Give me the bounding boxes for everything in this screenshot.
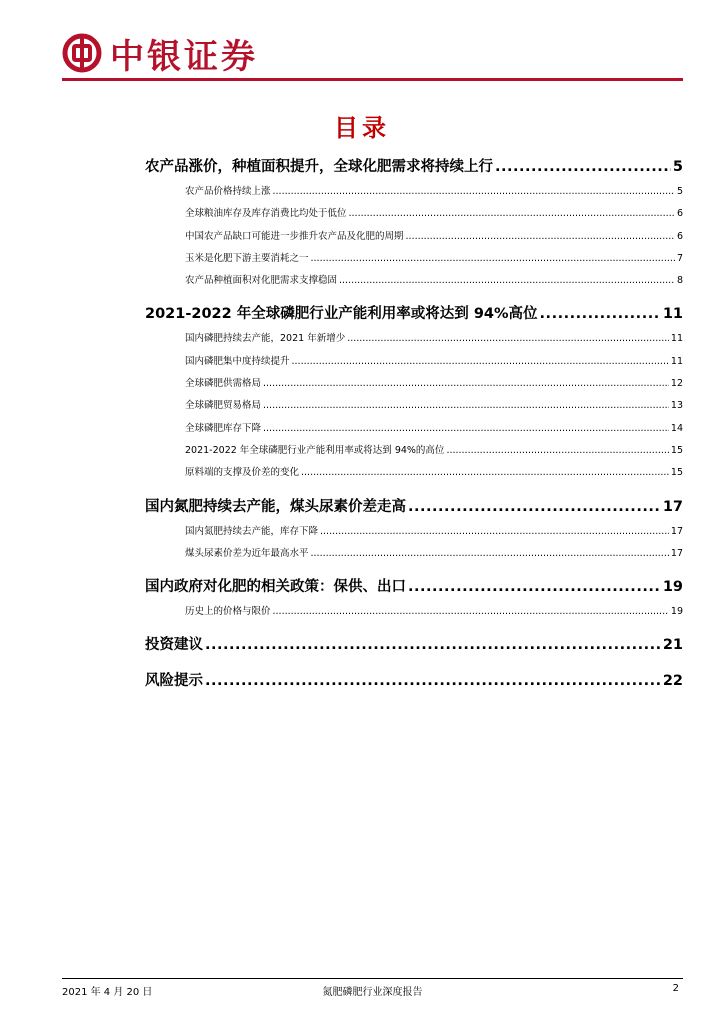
toc-page-number: 22 [662, 673, 683, 690]
toc-subsection-entry[interactable] [145, 248, 683, 270]
toc-entry-title: 国内政府对化肥的相关政策：保供、出口 [145, 579, 406, 596]
toc-page-number: 11 [662, 306, 683, 323]
toc-entry-title: 国内磷肥集中度持续提升 [185, 355, 290, 367]
brand-name: 中银证券 [110, 36, 258, 77]
toc-page-number: 21 [662, 637, 683, 654]
toc-entry-title: 煤头尿素价差为近年最高水平 [185, 547, 309, 559]
toc-dot-leader [347, 328, 669, 350]
toc-page-number: 7 [676, 252, 683, 264]
toc-subsection-entry[interactable] [145, 351, 683, 373]
toc-page-number: 19 [670, 606, 683, 618]
toc-entry-title: 全球磷肥供需格局 [185, 378, 262, 390]
toc-title: 目录 [334, 114, 390, 142]
toc-entry-title: 2021-2022 年全球磷肥行业产能利用率或将达到 94%的高位 [185, 444, 445, 456]
toc-subsection-entry[interactable] [145, 418, 683, 440]
header-rule [62, 78, 683, 81]
toc-section-entry[interactable] [145, 667, 683, 695]
toc-subsection-entry[interactable] [145, 462, 683, 484]
toc-entry-title: 2021-2022 年全球磷肥行业产能利用率或将达到 94%高位 [145, 306, 538, 323]
toc-dot-leader [446, 440, 668, 462]
toc-section-entry[interactable] [145, 573, 683, 601]
boc-logo-icon [62, 33, 102, 73]
toc-dot-leader [301, 462, 669, 484]
toc-dot-leader [349, 203, 675, 225]
toc-dot-leader [540, 300, 661, 328]
toc-dot-leader [263, 418, 669, 440]
toc-entry-title: 国内磷肥持续去产能，2021 年新增少 [185, 333, 346, 345]
toc-entry-title: 国内氮肥持续去产能，库存下降 [185, 525, 319, 537]
toc-page-number: 6 [676, 208, 683, 220]
toc-dot-leader [263, 373, 669, 395]
footer-doc-title: 氮肥磷肥行业深度报告 [322, 987, 423, 998]
toc-page-number: 14 [670, 422, 683, 434]
toc-page-number: 8 [676, 275, 683, 287]
toc-entry-title: 中国农产品缺口可能进一步推升农产品及化肥的周期 [185, 230, 404, 242]
toc-page-number: 17 [670, 525, 683, 537]
toc-entry-title: 投资建议 [145, 637, 203, 654]
toc-dot-leader [408, 493, 661, 521]
toc-subsection-entry[interactable] [145, 373, 683, 395]
toc-section-entry[interactable] [145, 493, 683, 521]
toc-section-entry[interactable] [145, 631, 683, 659]
toc-dot-leader [263, 395, 669, 417]
toc-dot-leader [205, 667, 661, 695]
toc-entry-title: 全球磷肥贸易格局 [185, 400, 262, 412]
footer-rule [62, 978, 683, 979]
toc-dot-leader [205, 631, 661, 659]
report-header [62, 28, 258, 78]
toc-entry-title: 全球磷肥库存下降 [185, 422, 262, 434]
toc-entry-title: 玉米是化肥下游主要消耗之一 [185, 252, 309, 264]
toc-dot-leader [292, 351, 669, 373]
toc-entry-title: 国内氮肥持续去产能，煤头尿素价差走高 [145, 498, 406, 515]
toc-section-entry[interactable] [145, 300, 683, 328]
toc-subsection-entry[interactable] [145, 181, 683, 203]
toc-dot-leader [273, 601, 669, 623]
toc-subsection-entry[interactable] [145, 203, 683, 225]
table-of-contents [145, 153, 683, 695]
toc-subsection-entry[interactable] [145, 328, 683, 350]
toc-dot-leader [320, 521, 669, 543]
toc-page-number: 11 [670, 355, 683, 367]
toc-entry-title: 农产品种植面积对化肥需求支撑稳固 [185, 275, 338, 287]
toc-page-number: 19 [662, 579, 683, 596]
toc-subsection-entry[interactable] [145, 601, 683, 623]
toc-page-number: 17 [662, 498, 683, 515]
toc-subsection-entry[interactable] [145, 270, 683, 292]
toc-entry-title: 全球粮油库存及库存消费比均处于低位 [185, 208, 347, 220]
toc-subsection-entry[interactable] [145, 395, 683, 417]
toc-entry-title: 历史上的价格与限价 [185, 606, 271, 618]
toc-dot-leader [495, 153, 671, 181]
toc-page-number: 5 [672, 159, 683, 175]
toc-page-number: 13 [670, 400, 683, 412]
toc-page-number: 17 [670, 547, 683, 559]
toc-entry-title: 原料端的支撑及价差的变化 [185, 467, 300, 479]
toc-dot-leader [406, 226, 675, 248]
toc-dot-leader [311, 543, 669, 565]
toc-page-number: 15 [670, 444, 683, 456]
toc-page-number: 6 [676, 230, 683, 242]
toc-page-number: 11 [670, 333, 683, 345]
toc-page-number: 12 [670, 378, 683, 390]
footer-date: 2021 年 4 月 20 日 [62, 987, 153, 998]
footer-page-number: 2 [672, 983, 679, 994]
toc-entry-title: 农产品价格持续上涨 [185, 186, 271, 197]
page-footer [62, 983, 683, 997]
toc-dot-leader [408, 573, 661, 601]
toc-subsection-entry[interactable] [145, 521, 683, 543]
toc-subsection-entry[interactable] [145, 226, 683, 248]
toc-entry-title: 农产品涨价，种植面积提升，全球化肥需求将持续上行 [145, 159, 493, 175]
toc-dot-leader [339, 270, 675, 292]
toc-entry-title: 风险提示 [145, 673, 203, 690]
toc-subsection-entry[interactable] [145, 440, 683, 462]
toc-dot-leader [273, 181, 675, 203]
toc-subsection-entry[interactable] [145, 543, 683, 565]
toc-page-number: 5 [676, 186, 683, 197]
toc-page-number: 15 [670, 467, 683, 479]
toc-dot-leader [311, 248, 675, 270]
toc-section-entry[interactable] [145, 153, 683, 181]
